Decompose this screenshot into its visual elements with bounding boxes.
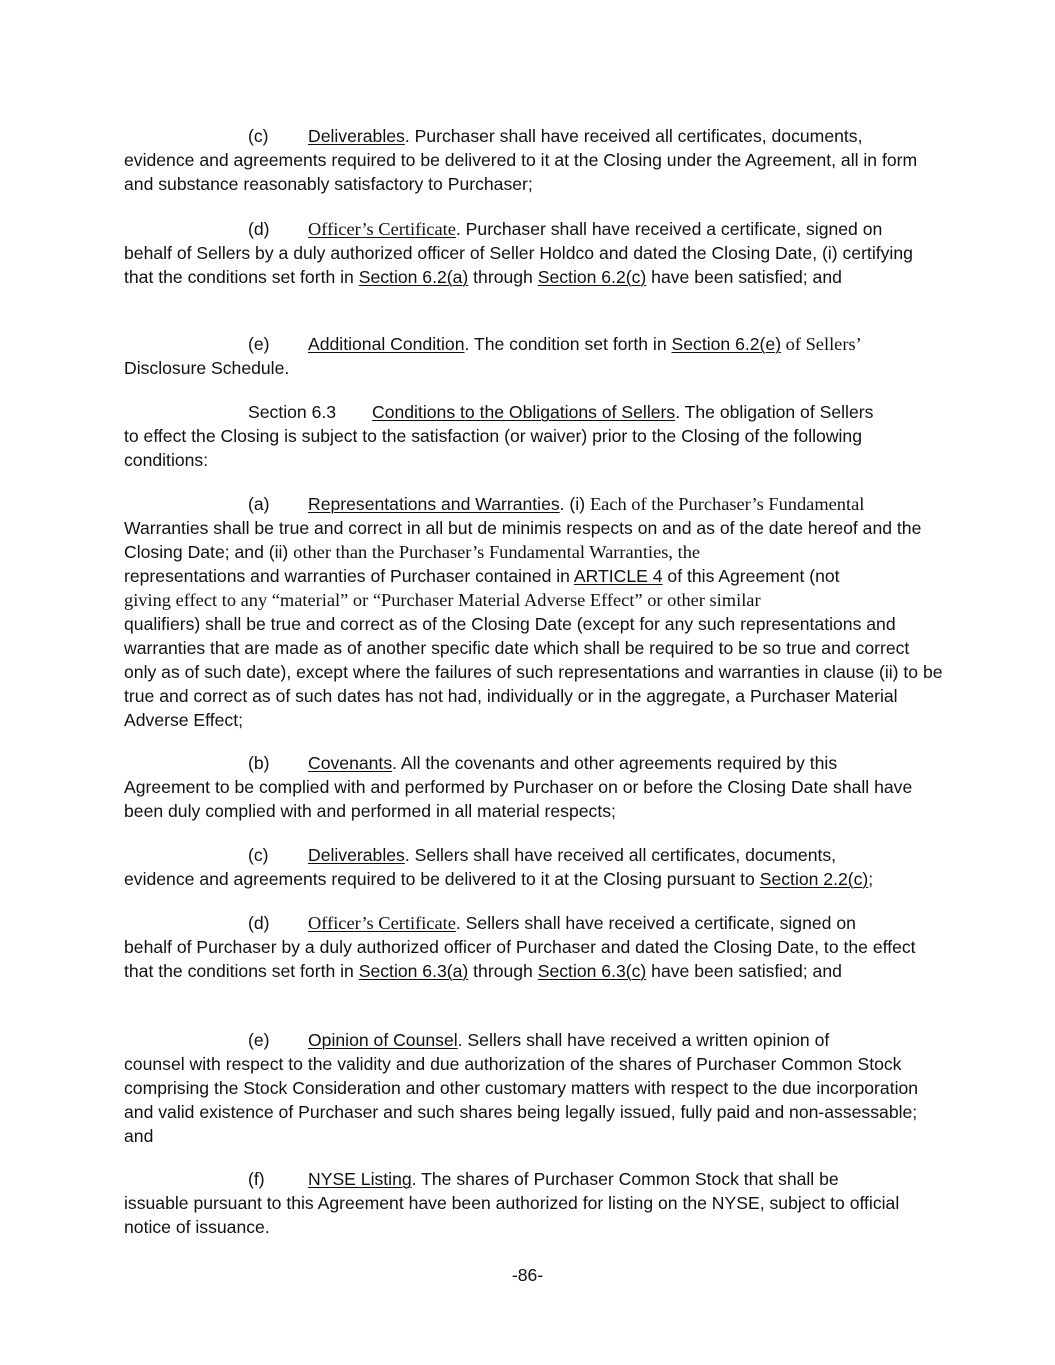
paragraph-6-3-e [124,1028,944,1148]
item-title: Additional Condition [308,334,465,354]
item-text: of this Agreement (not [662,566,840,586]
item-text: Warranties shall be true and correct in all but de minimis respects on and as of the date hereof and the Closing Date; and (ii) [124,518,922,562]
item-title: Officer’s Certificate [308,913,456,933]
paragraph-6-2-d [124,217,944,289]
section-reference[interactable]: Section 6.2(e) [671,334,782,354]
item-text: . Purchaser shall have received a certificate, signed on [455,219,883,239]
item-text: Each of the Purchaser’s Fundamental [589,494,865,514]
paragraph-6-2-c [124,124,944,196]
item-title: Covenants [308,753,393,773]
paragraph-6-3-a [124,492,944,732]
item-label: (e) [248,334,270,354]
item-label: (d) [248,219,270,239]
item-title: Officer’s Certificate [308,219,456,239]
item-label: (f) [248,1169,265,1189]
item-title: NYSE Listing [308,1169,412,1189]
item-label: (b) [248,753,270,773]
item-text: . The obligation of Sellers [675,402,874,422]
item-text: . The condition set forth in [464,334,672,354]
item-label: (d) [248,913,270,933]
item-text: Disclosure Schedule. [124,358,290,378]
item-text: giving effect to any “material” or “Purchaser Material Adverse Effect” or other similar [124,590,761,610]
section-reference[interactable]: ARTICLE 4 [573,566,663,586]
item-title: Deliverables [308,126,405,146]
item-text: behalf of Sellers by a duly authorized officer of Seller Holdco and dated the Closing Date, (i) certifying that the conditions set forth in [124,243,913,287]
page-number: -86- [511,1265,544,1285]
section-reference[interactable]: Section 6.3(a) [358,961,469,981]
item-text: . The shares of Purchaser Common Stock that shall be [411,1169,839,1189]
item-label: (e) [248,1030,270,1050]
section-6-3-heading [124,400,944,472]
section-number: Section 6.3 [248,402,337,422]
item-label: (c) [248,126,269,146]
paragraph-6-3-b [124,751,944,823]
item-text: other than the Purchaser’s Fundamental Warranties, the [293,542,701,562]
paragraph-6-2-e [124,332,944,380]
item-text: counsel with respect to the validity and due authorization of the shares of Purchaser Common Stock comprising the Stock Consideration and other customary matters with respect to the due incorporation and valid existence of Purchaser and such shares being legally issued, fully paid and non-assessable; and [124,1054,919,1146]
section-reference[interactable]: Section 6.2(c) [537,267,647,287]
item-text: issuable pursuant to this Agreement have been authorized for listing on the NYSE, subject to official notice of issuance. [124,1193,900,1237]
section-reference[interactable]: Section 6.3(c) [537,961,647,981]
item-title: Deliverables [308,845,405,865]
item-text: . Purchaser shall have received all certificates, documents, [404,126,863,146]
item-text: evidence and agreements required to be delivered to it at the Closing pursuant to [124,869,760,889]
item-text: . Sellers shall have received a certificate, signed on [455,913,856,933]
item-text: evidence and agreements required to be delivered to it at the Closing under the Agreement, all in form and substance reasonably satisfactory to Purchaser; [124,150,918,194]
item-text: qualifiers) shall be true and correct as of the Closing Date (except for any such representations and warranties that are made as of another specific date which shall be required to be so true and correct only as of such date), except where the failures of such representations and warranties in clause (ii) to be true and correct as of such dates has not had, individually or in the aggregate, a Purchaser Material Adverse Effect; [124,614,943,730]
section-title: Conditions to the Obligations of Sellers [372,402,676,422]
item-text: through [468,961,538,981]
item-title: Representations and Warranties [308,494,560,514]
section-reference[interactable]: Section 2.2(c) [759,869,869,889]
section-reference[interactable]: Section 6.2(a) [358,267,469,287]
item-text: through [468,267,538,287]
item-text: . All the covenants and other agreements required by this [392,753,838,773]
item-text: ; [868,869,874,889]
item-text: Agreement to be complied with and performed by Purchaser on or before the Closing Date shall have been duly complied with and performed in all material respects; [124,777,913,821]
item-text: representations and warranties of Purchaser contained in [124,566,574,586]
paragraph-6-3-c [124,843,944,891]
item-text: behalf of Purchaser by a duly authorized officer of Purchaser and dated the Closing Date, to the effect that the conditions set forth in [124,937,916,981]
item-text: of Sellers’ [781,334,862,354]
item-label: (a) [248,494,270,514]
item-text: have been satisfied; and [646,961,842,981]
item-label: (c) [248,845,269,865]
item-text: . Sellers shall have received all certificates, documents, [404,845,837,865]
item-text: have been satisfied; and [646,267,842,287]
item-text: . (i) [559,494,590,514]
paragraph-6-3-f [124,1167,944,1239]
item-text: . Sellers shall have received a written opinion of [457,1030,830,1050]
item-text: to effect the Closing is subject to the satisfaction (or waiver) prior to the Closing of the following conditions: [124,426,863,470]
item-title: Opinion of Counsel [308,1030,458,1050]
paragraph-6-3-d [124,911,944,983]
